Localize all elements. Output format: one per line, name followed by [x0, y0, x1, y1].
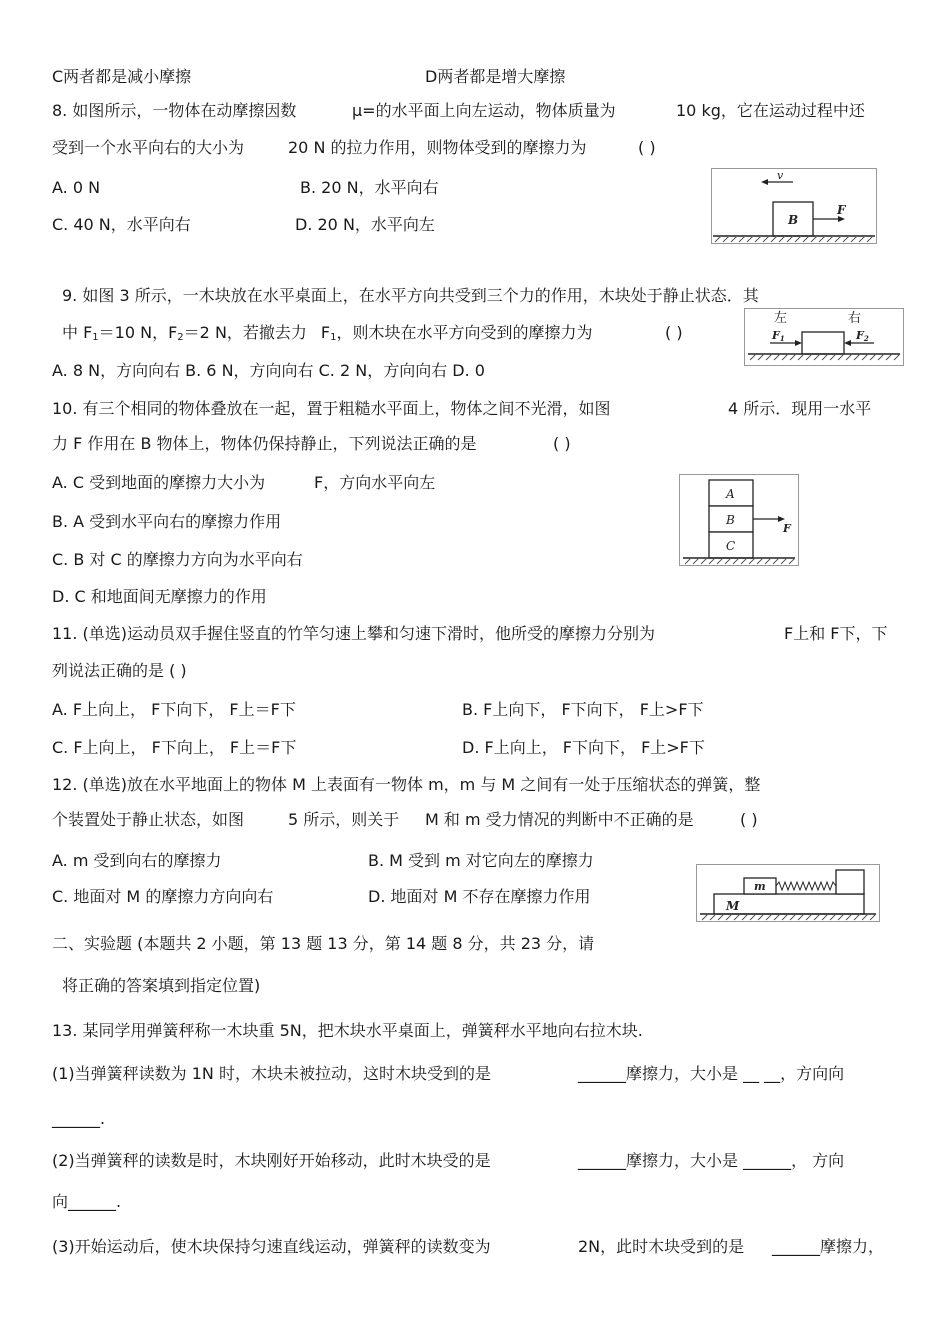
q13-part3-a: (3)开始运动后，使木块保持匀速直线运动，弹簧秤的读数变为: [52, 1237, 491, 1256]
q10-stem-a: 10. 有三个相同的物体叠放在一起，置于粗糙水平面上，物体之间不光滑，如图: [52, 399, 611, 418]
q10-figure: [679, 474, 799, 566]
section2-heading: 二、实验题 (本题共 2 小题，第 13 题 13 分，第 14 题 8 分，共 23 分，请: [52, 934, 595, 953]
q9-f2-label: F2: [856, 329, 869, 343]
q13-part2-a: (2)当弹簧秤的读数是时，木块刚好开始移动，此时木块受的是: [52, 1151, 491, 1170]
q11-option-b: B. F上向下， F下向下， F上>F下: [462, 700, 704, 719]
q10-option-a: A. C 受到地面的摩擦力大小为: [52, 473, 266, 492]
q11-stem-b: F上和 F下，下: [784, 624, 888, 643]
q10-option-a-cont: F，方向水平向左: [314, 473, 436, 492]
q9-options: A. 8 N，方向向右 B. 6 N，方向向右 C. 2 N，方向向右 D. 0: [52, 361, 485, 380]
q8-stem-c: 10 kg，它在运动过程中还: [676, 101, 865, 120]
q8-block-label: B: [788, 213, 799, 227]
q9-l2-sub3: 1: [330, 332, 337, 343]
q12-stem-line1: 12. (单选)放在水平地面上的物体 M 上表面有一物体 m，m 与 M 之间有一处于压缩状态的弹簧，整: [52, 775, 761, 794]
q7-option-d: D两者都是增大摩擦: [425, 67, 566, 86]
q9-l2-eq1: ＝10 N，F: [98, 323, 178, 342]
q8-stem-a: 8. 如图所示，一物体在动摩擦因数: [52, 101, 297, 120]
q10-answer-paren: ( ): [553, 434, 571, 453]
q9-answer-paren: ( ): [665, 323, 683, 342]
q9-right-label: 右: [848, 311, 862, 326]
section2-heading-cont: 将正确的答案填到指定位置): [62, 976, 261, 995]
q12-large-block: M: [726, 899, 740, 913]
q12-stem-a: 个装置处于静止状态，如图: [52, 810, 245, 829]
q11-option-c: C. F上向上， F下向上， F上＝F下: [52, 738, 297, 757]
q8-option-b: B. 20 N，水平向右: [300, 178, 439, 197]
q10-block-b: B: [726, 513, 735, 527]
q9-l2-post: ，则木块在水平方向受到的摩擦力为: [336, 323, 593, 342]
q13-part3-c: ______摩擦力，: [772, 1237, 885, 1256]
q7-option-c: C两者都是减小摩擦: [52, 67, 192, 86]
q9-figure: [744, 308, 904, 366]
q8-stem-d: 受到一个水平向右的大小为: [52, 138, 245, 157]
q8-force-label: F: [837, 203, 846, 217]
q13-part3-b: 2N，此时木块受到的是: [578, 1237, 745, 1256]
q9-l2-pre: 中 F: [62, 323, 93, 342]
q13-part2-b: ______摩擦力，大小是 ______， 方向: [578, 1151, 845, 1170]
q13-stem: 13. 某同学用弹簧秤称一木块重 5N，把木块水平桌面上，弹簧秤水平地向右拉木块.: [52, 1021, 643, 1040]
q11-option-d: D. F上向上， F下向下， F上>F下: [462, 738, 705, 757]
q11-stem-c: 列说法正确的是 ( ): [52, 661, 187, 680]
q11-stem-a: 11. (单选)运动员双手握住竖直的竹竿匀速上攀和匀速下滑时，他所受的摩擦力分别为: [52, 624, 656, 643]
q10-option-d: D. C 和地面间无摩擦力的作用: [52, 587, 267, 606]
q9-l2-sub1: 1: [92, 332, 99, 343]
q12-figure: [696, 864, 880, 922]
q10-block-a: A: [726, 487, 735, 501]
q10-stem-b: 4 所示．现用一水平: [728, 399, 872, 418]
q12-option-a: A. m 受到向右的摩擦力: [52, 851, 222, 870]
q13-part1-a: (1)当弹簧秤读数为 1N 时，木块未被拉动，这时木块受到的是: [52, 1064, 491, 1083]
q8-option-d: D. 20 N，水平向左: [295, 215, 435, 234]
q10-stem-c: 力 F 作用在 B 物体上，物体仍保持静止，下列说法正确的是: [52, 434, 477, 453]
q9-l2-eq2: ＝2 N，若撤去力: [183, 323, 307, 342]
q9-l2-sub2: 2: [177, 332, 184, 343]
q10-force-label: F: [783, 522, 791, 535]
q8-figure: [711, 168, 877, 244]
q10-block-c: C: [726, 539, 736, 553]
q10-option-c: C. B 对 C 的摩擦力方向为水平向右: [52, 550, 303, 569]
q12-option-d: D. 地面对 M 不存在摩擦力作用: [368, 887, 591, 906]
q12-small-block: m: [754, 880, 766, 893]
q8-stem-b: μ=的水平面上向左运动，物体质量为: [352, 101, 616, 120]
q8-option-a: A. 0 N: [52, 178, 101, 197]
q9-stem-line2: [62, 322, 593, 349]
q8-option-c: C. 40 N，水平向右: [52, 215, 191, 234]
q9-left-label: 左: [774, 311, 788, 326]
q12-option-b: B. M 受到 m 对它向左的摩擦力: [368, 851, 594, 870]
q12-stem-b: 5 所示，则关于: [288, 810, 400, 829]
q8-stem-e: 20 N 的拉力作用，则物体受到的摩擦力为: [288, 138, 587, 157]
q12-stem-c: M 和 m 受力情况的判断中不正确的是: [425, 810, 694, 829]
q13-part1-c: ______.: [52, 1109, 106, 1128]
q12-option-c: C. 地面对 M 的摩擦力方向向右: [52, 887, 274, 906]
q12-answer-paren: ( ): [740, 810, 758, 829]
q9-f1-label: F1: [772, 329, 785, 343]
q10-option-b: B. A 受到水平向右的摩擦力作用: [52, 512, 282, 531]
q8-answer-paren: ( ): [638, 138, 656, 157]
q9-stem-line1: 9. 如图 3 所示，一木块放在水平桌面上，在水平方向共受到三个力的作用，木块处于静止状态．其: [62, 286, 759, 305]
q13-part1-b: ______摩擦力，大小是 __ __，方向向: [578, 1064, 845, 1083]
q9-l2-f: F: [320, 323, 331, 342]
q11-option-a: A. F上向上， F下向下， F上＝F下: [52, 700, 296, 719]
q8-velocity-label: v: [777, 169, 784, 182]
q13-part2-c: 向______.: [52, 1192, 122, 1211]
